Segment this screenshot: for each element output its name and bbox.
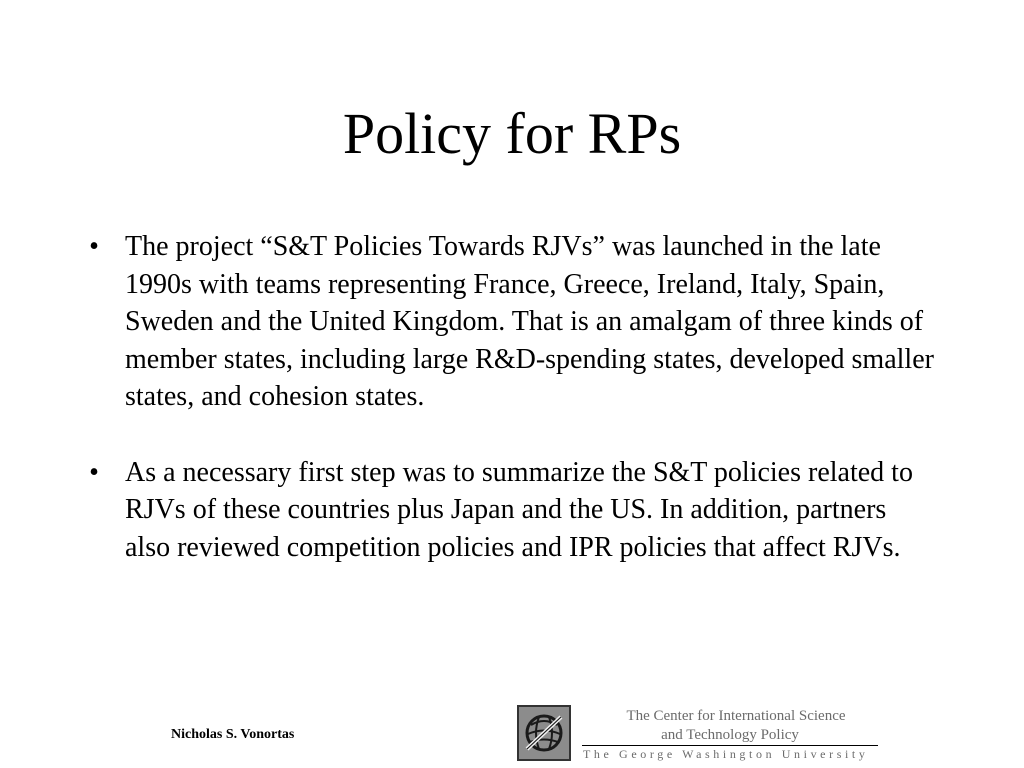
bullet-marker: • <box>89 231 99 262</box>
footer-author: Nicholas S. Vonortas <box>171 727 295 742</box>
center-name-line1: The Center for International Science <box>626 708 846 724</box>
university-name: The George Washington University <box>583 747 869 761</box>
bullet-text: The project “S&T Policies Towards RJVs” was launched in the late 1990s with teams representing France, Greece, Ireland, Italy, Spain, Sweden and the United Kingdom. That is an amalgam of three kinds of member states, including large R&D-spending states, developed smaller states, and cohesion states. <box>125 231 934 412</box>
globe-logo-icon <box>517 705 571 761</box>
bullet-item <box>84 454 934 567</box>
bullet-item <box>84 228 934 416</box>
center-name-line2: and Technology Policy <box>582 726 878 746</box>
slide-title: Policy for RPs <box>342 101 682 166</box>
bullet-marker: • <box>89 456 99 488</box>
footer-center-block <box>582 706 882 762</box>
bullet-list <box>84 228 934 604</box>
bullet-text: As a necessary first step was to summarize the S&T policies related to RJVs of these countries plus Japan and the US. In addition, partners also reviewed competition policies and IPR policies that affect RJVs. <box>125 456 913 563</box>
